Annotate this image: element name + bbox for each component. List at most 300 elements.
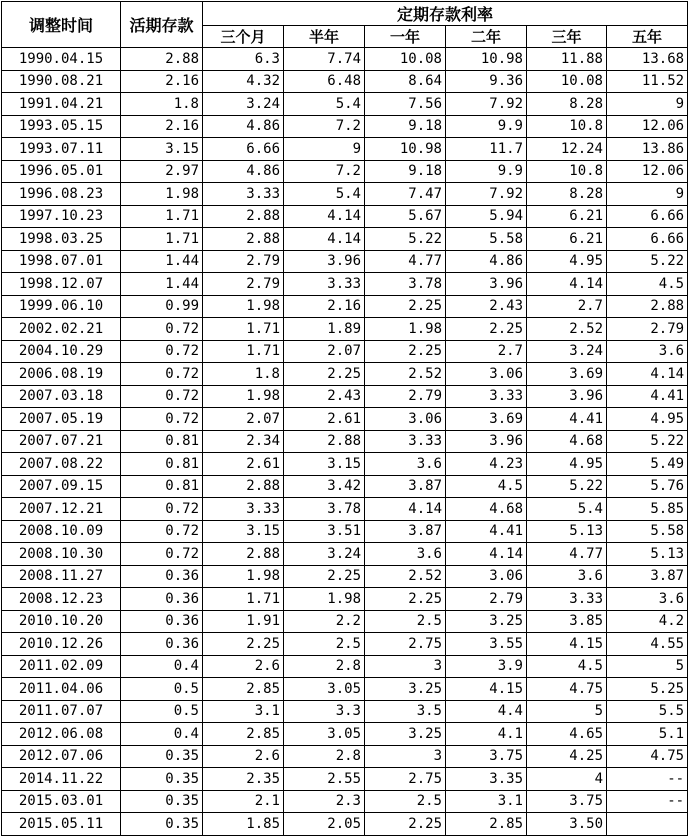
date-cell: 1990.08.21 xyxy=(2,70,121,93)
date-cell: 2008.11.27 xyxy=(2,565,121,588)
term-rate-cell: 5.67 xyxy=(365,205,446,228)
date-cell: 2011.02.09 xyxy=(2,655,121,678)
term-rate-cell: 2.25 xyxy=(365,295,446,318)
term-rate-cell: 9.18 xyxy=(365,115,446,138)
table-row xyxy=(2,340,688,363)
term-rate-cell: 4.65 xyxy=(527,723,607,746)
term-rate-cell: 2.6 xyxy=(203,655,284,678)
term-rate-cell: 10.08 xyxy=(527,70,607,93)
term-rate-cell: -- xyxy=(607,790,688,813)
term-rate-cell: 2.55 xyxy=(284,768,365,791)
term-rate-cell: 9.36 xyxy=(446,70,527,93)
term-rate-cell: 3.87 xyxy=(365,475,446,498)
term-rate-cell: 1.71 xyxy=(203,340,284,363)
term-rate-cell: 2.25 xyxy=(284,363,365,386)
term-rate-cell: 4.32 xyxy=(203,70,284,93)
term-rate-cell: 3.85 xyxy=(527,610,607,633)
term-rate-cell: 3.51 xyxy=(284,520,365,543)
term-rate-cell: 5.49 xyxy=(607,453,688,476)
term-rate-cell: 2.79 xyxy=(203,250,284,273)
term-rate-cell: 4.41 xyxy=(607,385,688,408)
table-row xyxy=(2,228,688,251)
demand-rate-cell: 0.35 xyxy=(121,813,203,836)
term-rate-cell: 7.56 xyxy=(365,93,446,116)
term-rate-cell: 3.5 xyxy=(365,700,446,723)
term-rate-cell: 2.7 xyxy=(446,340,527,363)
term-rate-cell: 2.5 xyxy=(365,790,446,813)
term-rate-cell: 2.79 xyxy=(607,318,688,341)
term-rate-cell: 3.78 xyxy=(365,273,446,296)
term-rate-cell: 4.77 xyxy=(527,543,607,566)
term-rate-cell: 2.07 xyxy=(203,408,284,431)
date-cell: 2015.05.11 xyxy=(2,813,121,836)
term-rate-cell: 9.9 xyxy=(446,160,527,183)
term-rate-cell: 2.25 xyxy=(446,318,527,341)
demand-rate-cell: 1.44 xyxy=(121,273,203,296)
table-row xyxy=(2,520,688,543)
term-rate-cell: 1.89 xyxy=(284,318,365,341)
term-rate-cell: 3.06 xyxy=(365,408,446,431)
demand-rate-cell: 0.72 xyxy=(121,408,203,431)
term-rate-cell: 3 xyxy=(365,745,446,768)
term-rate-cell: 3.42 xyxy=(284,475,365,498)
term-rate-cell: 2.88 xyxy=(203,543,284,566)
term-rate-cell: 3.33 xyxy=(203,183,284,206)
term-rate-cell: 4.14 xyxy=(365,498,446,521)
term-rate-cell: 3.9 xyxy=(446,655,527,678)
term-rate-cell: 4.14 xyxy=(607,363,688,386)
interest-rate-table xyxy=(1,1,688,836)
term-rate-cell: 7.92 xyxy=(446,183,527,206)
term-rate-cell: 3.24 xyxy=(527,340,607,363)
term-rate-cell: -- xyxy=(607,768,688,791)
term-rate-cell: 4.95 xyxy=(527,250,607,273)
demand-rate-cell: 0.81 xyxy=(121,453,203,476)
term-rate-cell: 3.33 xyxy=(365,430,446,453)
table-row xyxy=(2,273,688,296)
header-5-year: 五年 xyxy=(607,26,688,48)
demand-rate-cell: 1.71 xyxy=(121,228,203,251)
demand-rate-cell: 0.36 xyxy=(121,565,203,588)
term-rate-cell: 5.22 xyxy=(527,475,607,498)
term-rate-cell: 5.4 xyxy=(284,183,365,206)
table-row xyxy=(2,408,688,431)
term-rate-cell: 2.61 xyxy=(203,453,284,476)
demand-rate-cell: 0.36 xyxy=(121,610,203,633)
demand-rate-cell: 0.4 xyxy=(121,723,203,746)
term-rate-cell: 9 xyxy=(284,138,365,161)
term-rate-cell: 6.21 xyxy=(527,228,607,251)
date-cell: 1998.07.01 xyxy=(2,250,121,273)
date-cell: 1990.04.15 xyxy=(2,48,121,71)
term-rate-cell: 3.50 xyxy=(527,813,607,836)
term-rate-cell: 2.25 xyxy=(365,813,446,836)
term-rate-cell: 3.6 xyxy=(607,588,688,611)
term-rate-cell: 5.1 xyxy=(607,723,688,746)
table-row xyxy=(2,475,688,498)
term-rate-cell: 2.43 xyxy=(446,295,527,318)
term-rate-cell: 2.8 xyxy=(284,655,365,678)
term-rate-cell: 2.07 xyxy=(284,340,365,363)
term-rate-cell: 4.41 xyxy=(446,520,527,543)
date-cell: 2010.10.20 xyxy=(2,610,121,633)
term-rate-cell: 3.78 xyxy=(284,498,365,521)
term-rate-cell: 2.88 xyxy=(203,475,284,498)
term-rate-cell: 2.88 xyxy=(284,430,365,453)
table-row xyxy=(2,813,688,836)
header-date: 调整时间 xyxy=(2,2,121,48)
term-rate-cell: 3.33 xyxy=(284,273,365,296)
date-cell: 1991.04.21 xyxy=(2,93,121,116)
date-cell: 2014.11.22 xyxy=(2,768,121,791)
term-rate-cell xyxy=(607,813,688,836)
term-rate-cell: 4.4 xyxy=(446,700,527,723)
date-cell: 2007.07.21 xyxy=(2,430,121,453)
term-rate-cell: 1.91 xyxy=(203,610,284,633)
term-rate-cell: 13.86 xyxy=(607,138,688,161)
table-row xyxy=(2,160,688,183)
term-rate-cell: 4.23 xyxy=(446,453,527,476)
term-rate-cell: 7.74 xyxy=(284,48,365,71)
table-row xyxy=(2,93,688,116)
table-row xyxy=(2,183,688,206)
term-rate-cell: 2.8 xyxy=(284,745,365,768)
term-rate-cell: 11.88 xyxy=(527,48,607,71)
term-rate-cell: 6.66 xyxy=(607,205,688,228)
term-rate-cell: 3.1 xyxy=(203,700,284,723)
date-cell: 2004.10.29 xyxy=(2,340,121,363)
term-rate-cell: 3.96 xyxy=(446,430,527,453)
term-rate-cell: 3.1 xyxy=(446,790,527,813)
date-cell: 2007.09.15 xyxy=(2,475,121,498)
table-row xyxy=(2,430,688,453)
term-rate-cell: 2.05 xyxy=(284,813,365,836)
term-rate-cell: 2.7 xyxy=(527,295,607,318)
term-rate-cell: 5.13 xyxy=(607,543,688,566)
term-rate-cell: 5 xyxy=(527,700,607,723)
term-rate-cell: 13.68 xyxy=(607,48,688,71)
term-rate-cell: 3.96 xyxy=(284,250,365,273)
demand-rate-cell: 0.72 xyxy=(121,363,203,386)
term-rate-cell: 1.71 xyxy=(203,318,284,341)
header-3-month: 三个月 xyxy=(203,26,284,48)
demand-rate-cell: 0.72 xyxy=(121,340,203,363)
table-row xyxy=(2,295,688,318)
term-rate-cell: 12.06 xyxy=(607,160,688,183)
term-rate-cell: 4.68 xyxy=(446,498,527,521)
term-rate-cell: 5.4 xyxy=(527,498,607,521)
table-row xyxy=(2,48,688,71)
term-rate-cell: 2.5 xyxy=(365,610,446,633)
header-1-year: 一年 xyxy=(365,26,446,48)
date-cell: 2007.12.21 xyxy=(2,498,121,521)
term-rate-cell: 4.2 xyxy=(607,610,688,633)
term-rate-cell: 10.98 xyxy=(446,48,527,71)
term-rate-cell: 3.15 xyxy=(284,453,365,476)
demand-rate-cell: 3.15 xyxy=(121,138,203,161)
term-rate-cell: 2.1 xyxy=(203,790,284,813)
table-row xyxy=(2,588,688,611)
term-rate-cell: 3.6 xyxy=(607,340,688,363)
term-rate-cell: 3.25 xyxy=(446,610,527,633)
table-row xyxy=(2,205,688,228)
demand-rate-cell: 0.36 xyxy=(121,588,203,611)
term-rate-cell: 4.41 xyxy=(527,408,607,431)
date-cell: 2010.12.26 xyxy=(2,633,121,656)
demand-rate-cell: 0.5 xyxy=(121,700,203,723)
term-rate-cell: 9 xyxy=(607,183,688,206)
term-rate-cell: 2.6 xyxy=(203,745,284,768)
term-rate-cell: 2.88 xyxy=(607,295,688,318)
term-rate-cell: 3.06 xyxy=(446,565,527,588)
term-rate-cell: 3.33 xyxy=(446,385,527,408)
term-rate-cell: 6.66 xyxy=(607,228,688,251)
term-rate-cell: 2.2 xyxy=(284,610,365,633)
date-cell: 1993.07.11 xyxy=(2,138,121,161)
term-rate-cell: 4.86 xyxy=(446,250,527,273)
term-rate-cell: 3.06 xyxy=(446,363,527,386)
term-rate-cell: 3.6 xyxy=(527,565,607,588)
date-cell: 2011.07.07 xyxy=(2,700,121,723)
term-rate-cell: 6.66 xyxy=(203,138,284,161)
term-rate-cell: 10.08 xyxy=(365,48,446,71)
term-rate-cell: 1.98 xyxy=(203,295,284,318)
term-rate-cell: 4.5 xyxy=(607,273,688,296)
term-rate-cell: 5.22 xyxy=(607,250,688,273)
term-rate-cell: 3.6 xyxy=(365,453,446,476)
term-rate-cell: 3.69 xyxy=(446,408,527,431)
term-rate-cell: 3.3 xyxy=(284,700,365,723)
term-rate-cell: 6.21 xyxy=(527,205,607,228)
term-rate-cell: 4.14 xyxy=(527,273,607,296)
term-rate-cell: 3.15 xyxy=(203,520,284,543)
table-row xyxy=(2,655,688,678)
term-rate-cell: 3.25 xyxy=(365,678,446,701)
date-cell: 2012.07.06 xyxy=(2,745,121,768)
table-row xyxy=(2,543,688,566)
table-row xyxy=(2,678,688,701)
demand-rate-cell: 0.35 xyxy=(121,745,203,768)
term-rate-cell: 7.2 xyxy=(284,160,365,183)
demand-rate-cell: 0.81 xyxy=(121,475,203,498)
demand-rate-cell: 0.4 xyxy=(121,655,203,678)
term-rate-cell: 2.25 xyxy=(284,565,365,588)
header-3-year: 三年 xyxy=(527,26,607,48)
term-rate-cell: 9 xyxy=(607,93,688,116)
term-rate-cell: 4.77 xyxy=(365,250,446,273)
term-rate-cell: 3.25 xyxy=(365,723,446,746)
demand-rate-cell: 0.35 xyxy=(121,768,203,791)
term-rate-cell: 10.98 xyxy=(365,138,446,161)
date-cell: 1997.10.23 xyxy=(2,205,121,228)
table-row xyxy=(2,565,688,588)
term-rate-cell: 3.24 xyxy=(203,93,284,116)
term-rate-cell: 4.15 xyxy=(527,633,607,656)
demand-rate-cell: 0.81 xyxy=(121,430,203,453)
demand-rate-cell: 0.72 xyxy=(121,520,203,543)
term-rate-cell: 2.79 xyxy=(365,385,446,408)
table-row xyxy=(2,745,688,768)
term-rate-cell: 2.79 xyxy=(203,273,284,296)
term-rate-cell: 2.43 xyxy=(284,385,365,408)
term-rate-cell: 5.4 xyxy=(284,93,365,116)
term-rate-cell: 4.14 xyxy=(284,228,365,251)
demand-rate-cell: 0.72 xyxy=(121,498,203,521)
demand-rate-cell: 2.16 xyxy=(121,115,203,138)
term-rate-cell: 2.34 xyxy=(203,430,284,453)
term-rate-cell: 4.95 xyxy=(527,453,607,476)
term-rate-cell: 4.86 xyxy=(203,160,284,183)
header-term-deposit-group: 定期存款利率 xyxy=(203,2,688,26)
term-rate-cell: 2.79 xyxy=(446,588,527,611)
term-rate-cell: 3.69 xyxy=(527,363,607,386)
term-rate-cell: 2.52 xyxy=(365,565,446,588)
term-rate-cell: 6.48 xyxy=(284,70,365,93)
date-cell: 2008.12.23 xyxy=(2,588,121,611)
term-rate-cell: 11.7 xyxy=(446,138,527,161)
term-rate-cell: 2.85 xyxy=(446,813,527,836)
table-row xyxy=(2,385,688,408)
term-rate-cell: 2.25 xyxy=(365,588,446,611)
demand-rate-cell: 0.36 xyxy=(121,633,203,656)
term-rate-cell: 2.75 xyxy=(365,768,446,791)
table-body xyxy=(2,48,688,836)
demand-rate-cell: 1.44 xyxy=(121,250,203,273)
date-cell: 1998.03.25 xyxy=(2,228,121,251)
term-rate-cell: 4.25 xyxy=(527,745,607,768)
term-rate-cell: 4.1 xyxy=(446,723,527,746)
date-cell: 2007.05.19 xyxy=(2,408,121,431)
term-rate-cell: 2.52 xyxy=(527,318,607,341)
term-rate-cell: 3.87 xyxy=(607,565,688,588)
date-cell: 1998.12.07 xyxy=(2,273,121,296)
term-rate-cell: 4.14 xyxy=(446,543,527,566)
header-demand-deposit: 活期存款 xyxy=(121,2,203,48)
term-rate-cell: 10.8 xyxy=(527,160,607,183)
demand-rate-cell: 0.72 xyxy=(121,318,203,341)
term-rate-cell: 1.98 xyxy=(203,385,284,408)
table-row xyxy=(2,498,688,521)
term-rate-cell: 2.16 xyxy=(284,295,365,318)
date-cell: 2012.06.08 xyxy=(2,723,121,746)
date-cell: 1996.05.01 xyxy=(2,160,121,183)
term-rate-cell: 1.71 xyxy=(203,588,284,611)
term-rate-cell: 3.87 xyxy=(365,520,446,543)
term-rate-cell: 1.85 xyxy=(203,813,284,836)
term-rate-cell: 8.64 xyxy=(365,70,446,93)
table-row xyxy=(2,633,688,656)
term-rate-cell: 2.52 xyxy=(365,363,446,386)
term-rate-cell: 4.75 xyxy=(527,678,607,701)
term-rate-cell: 2.5 xyxy=(284,633,365,656)
demand-rate-cell: 2.16 xyxy=(121,70,203,93)
term-rate-cell: 5.85 xyxy=(607,498,688,521)
term-rate-cell: 5.76 xyxy=(607,475,688,498)
term-rate-cell: 6.3 xyxy=(203,48,284,71)
term-rate-cell: 3.6 xyxy=(365,543,446,566)
term-rate-cell: 5.22 xyxy=(607,430,688,453)
term-rate-cell: 5.5 xyxy=(607,700,688,723)
term-rate-cell: 4 xyxy=(527,768,607,791)
term-rate-cell: 12.06 xyxy=(607,115,688,138)
demand-rate-cell: 1.98 xyxy=(121,183,203,206)
term-rate-cell: 5.58 xyxy=(446,228,527,251)
demand-rate-cell: 0.35 xyxy=(121,790,203,813)
term-rate-cell: 3 xyxy=(365,655,446,678)
term-rate-cell: 5.58 xyxy=(607,520,688,543)
term-rate-cell: 4.5 xyxy=(446,475,527,498)
term-rate-cell: 8.28 xyxy=(527,183,607,206)
table-row xyxy=(2,70,688,93)
demand-rate-cell: 1.71 xyxy=(121,205,203,228)
term-rate-cell: 2.35 xyxy=(203,768,284,791)
term-rate-cell: 2.61 xyxy=(284,408,365,431)
header-6-month: 半年 xyxy=(284,26,365,48)
table-row xyxy=(2,768,688,791)
term-rate-cell: 5.94 xyxy=(446,205,527,228)
term-rate-cell: 3.05 xyxy=(284,678,365,701)
term-rate-cell: 4.5 xyxy=(527,655,607,678)
term-rate-cell: 3.75 xyxy=(527,790,607,813)
term-rate-cell: 2.25 xyxy=(203,633,284,656)
term-rate-cell: 2.85 xyxy=(203,723,284,746)
table-row xyxy=(2,790,688,813)
date-cell: 1993.05.15 xyxy=(2,115,121,138)
header-2-year: 二年 xyxy=(446,26,527,48)
term-rate-cell: 3.33 xyxy=(527,588,607,611)
table-row xyxy=(2,250,688,273)
term-rate-cell: 3.55 xyxy=(446,633,527,656)
term-rate-cell: 4.15 xyxy=(446,678,527,701)
term-rate-cell: 2.88 xyxy=(203,205,284,228)
term-rate-cell: 10.8 xyxy=(527,115,607,138)
table-row xyxy=(2,700,688,723)
term-rate-cell: 7.92 xyxy=(446,93,527,116)
table-row xyxy=(2,115,688,138)
term-rate-cell: 3.96 xyxy=(446,273,527,296)
term-rate-cell: 3.05 xyxy=(284,723,365,746)
demand-rate-cell: 0.99 xyxy=(121,295,203,318)
term-rate-cell: 4.75 xyxy=(607,745,688,768)
date-cell: 2002.02.21 xyxy=(2,318,121,341)
date-cell: 2015.03.01 xyxy=(2,790,121,813)
term-rate-cell: 5 xyxy=(607,655,688,678)
term-rate-cell: 1.98 xyxy=(284,588,365,611)
term-rate-cell: 3.96 xyxy=(527,385,607,408)
date-cell: 1999.06.10 xyxy=(2,295,121,318)
term-rate-cell: 3.24 xyxy=(284,543,365,566)
demand-rate-cell: 2.88 xyxy=(121,48,203,71)
table-row xyxy=(2,138,688,161)
term-rate-cell: 5.25 xyxy=(607,678,688,701)
term-rate-cell: 2.85 xyxy=(203,678,284,701)
date-cell: 2007.08.22 xyxy=(2,453,121,476)
table-row xyxy=(2,453,688,476)
term-rate-cell: 9.18 xyxy=(365,160,446,183)
date-cell: 2007.03.18 xyxy=(2,385,121,408)
table-row xyxy=(2,610,688,633)
term-rate-cell: 2.75 xyxy=(365,633,446,656)
term-rate-cell: 3.35 xyxy=(446,768,527,791)
table-row xyxy=(2,723,688,746)
demand-rate-cell: 0.72 xyxy=(121,543,203,566)
term-rate-cell: 2.3 xyxy=(284,790,365,813)
term-rate-cell: 9.9 xyxy=(446,115,527,138)
term-rate-cell: 7.2 xyxy=(284,115,365,138)
term-rate-cell: 1.98 xyxy=(203,565,284,588)
demand-rate-cell: 0.5 xyxy=(121,678,203,701)
date-cell: 2006.08.19 xyxy=(2,363,121,386)
